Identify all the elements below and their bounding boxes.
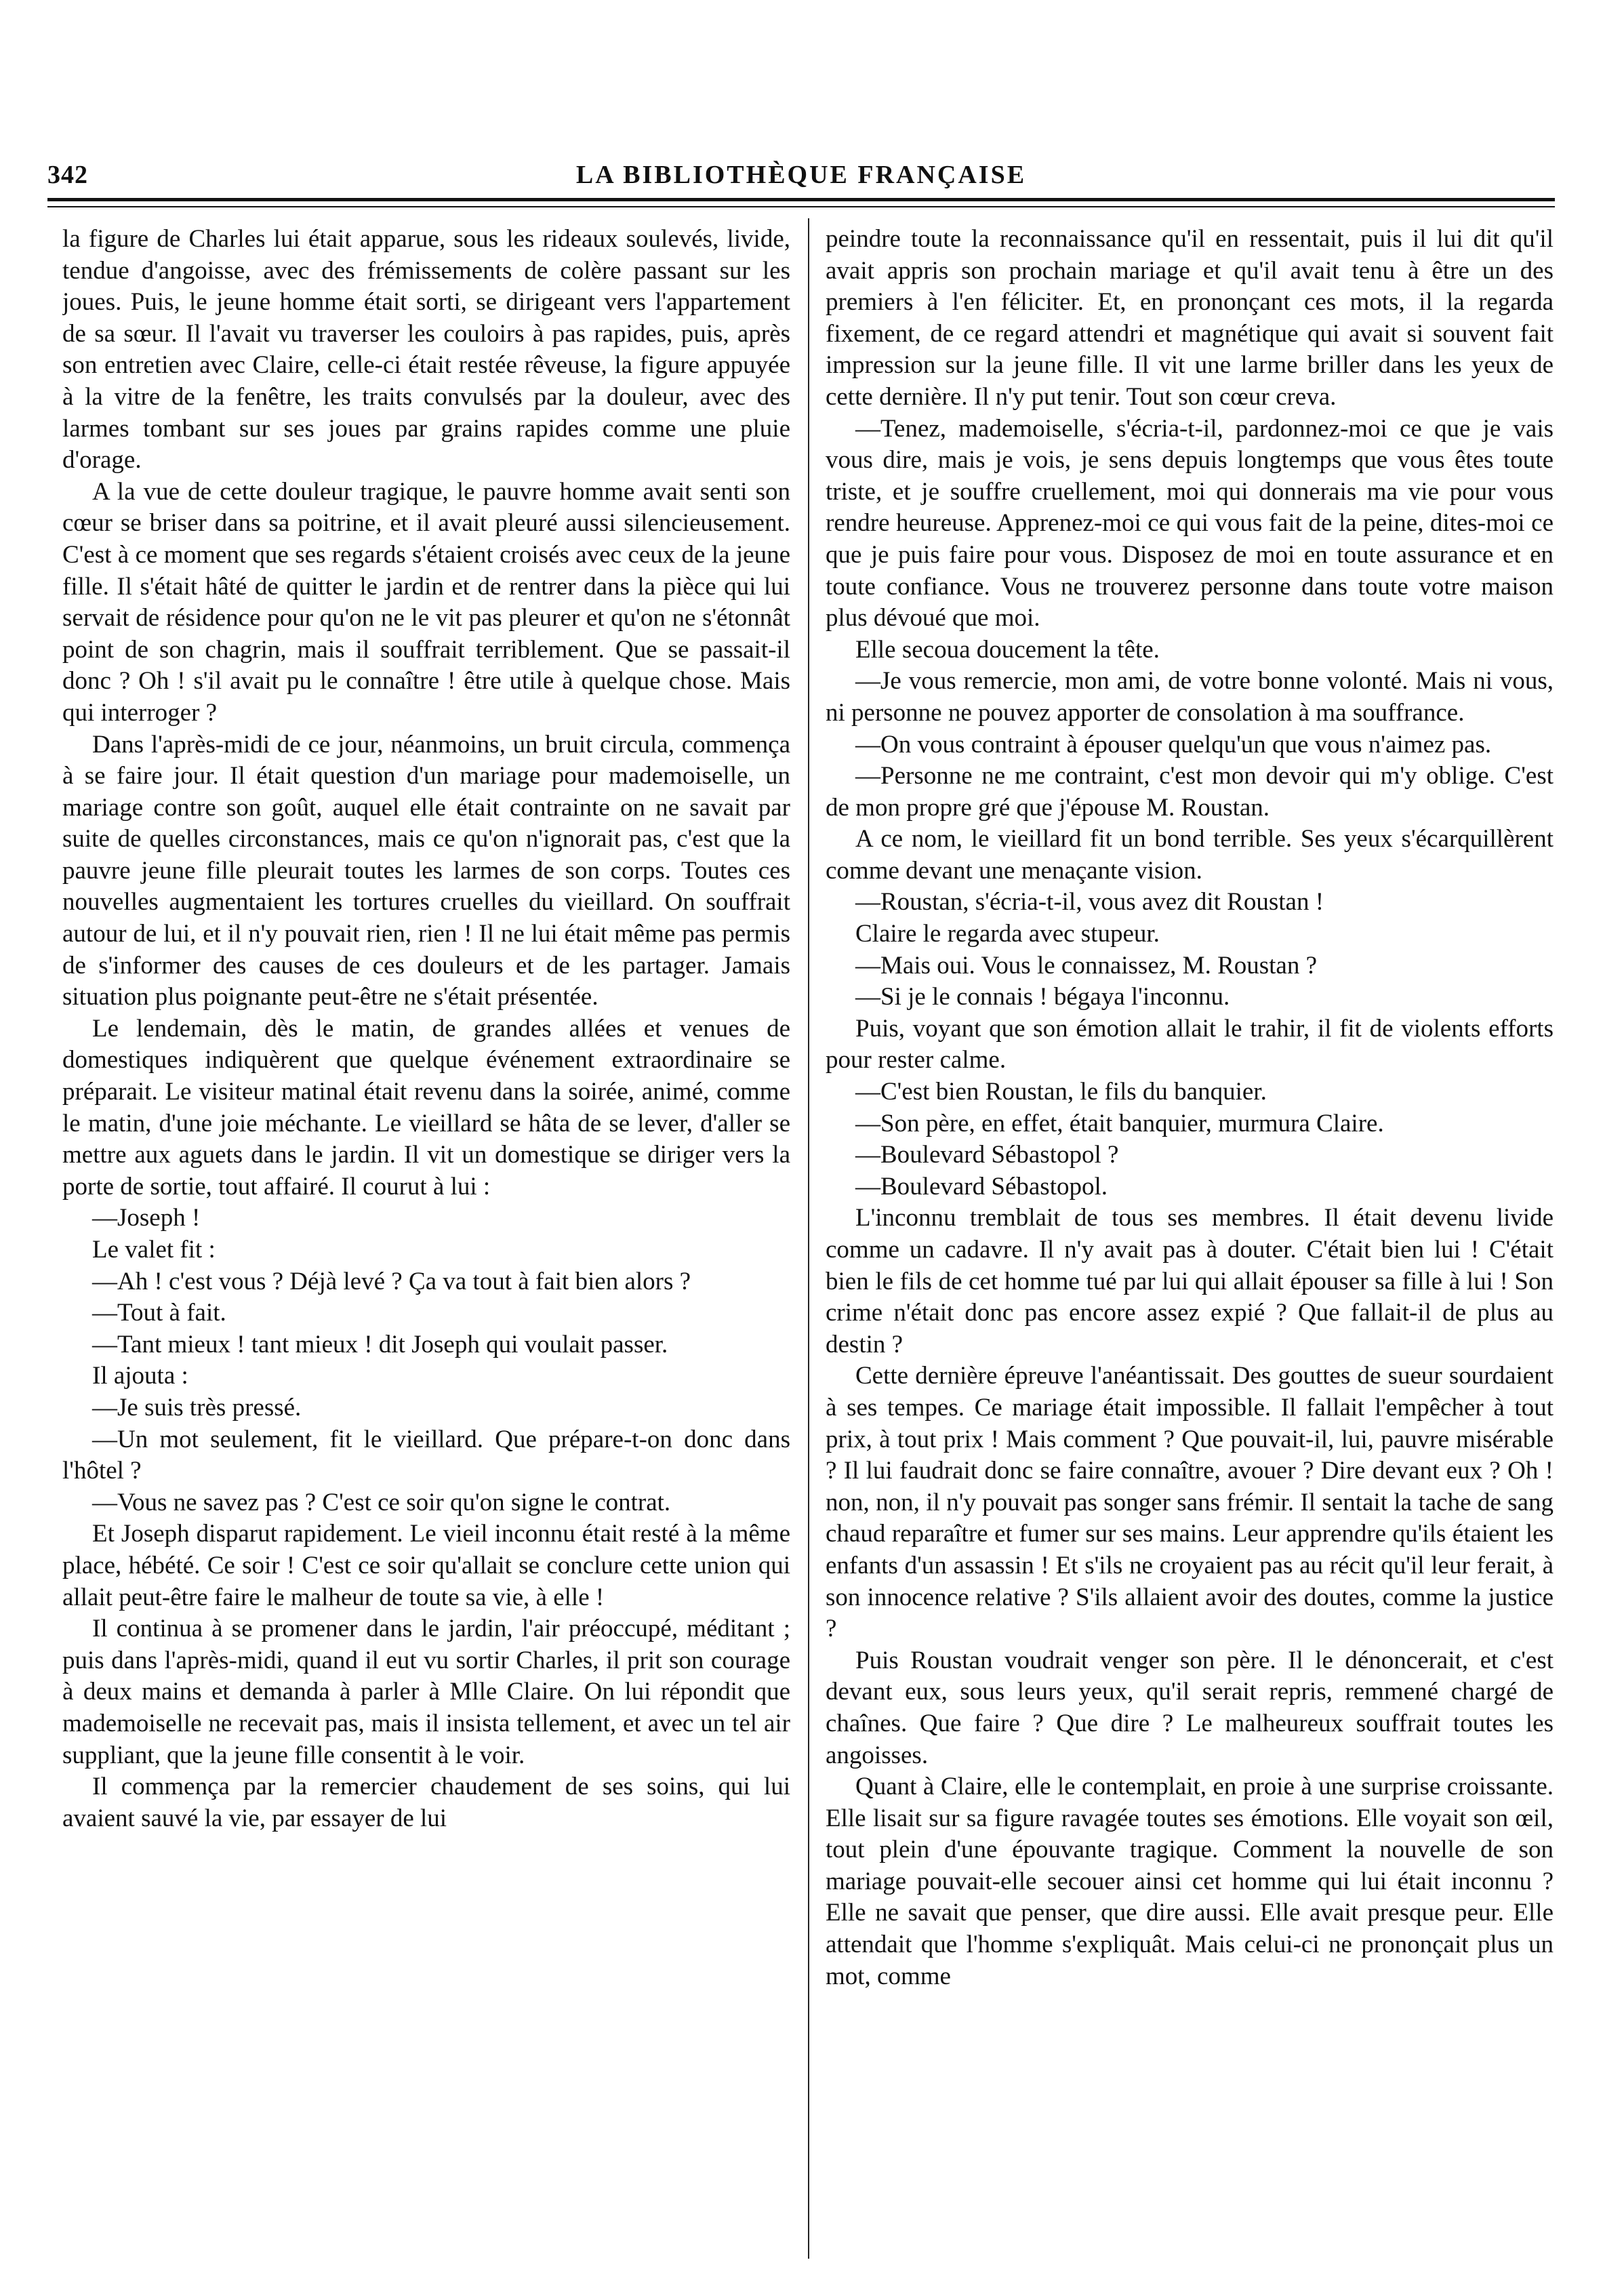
paragraph: A la vue de cette douleur tragique, le pauvre homme avait senti son cœur se briser dans sa poitrine, et il avait pleuré aussi silencieusement. C'est à ce moment que ses regards s'étaient croisés avec ceux de la jeune fille. Il s'était hâté de quitter le jardin et de rentrer dans la pièce qui lui servait de résidence pour qu'on ne le vit pas pleurer et qu'on ne s'étonnât point de son chagrin, mais il souffrait terriblement. Que se passait-il donc ? Oh ! s'il avait pu le connaître ! être utile à quelque chose. Mais qui interroger ? bbox=[62, 477, 790, 727]
paragraph: —Boulevard Sébastopol ? bbox=[855, 1141, 1119, 1169]
paragraph: —Un mot seulement, fit le vieillard. Que prépare-t-on donc dans l'hôtel ? bbox=[62, 1425, 790, 1485]
paragraph: Il ajouta : bbox=[92, 1362, 188, 1390]
paragraph: A ce nom, le vieillard fit un bond terrible. Ses yeux s'écarquillèrent comme devant une menaçante vision. bbox=[826, 825, 1554, 885]
paragraph: Dans l'après-midi de ce jour, néanmoins, un bruit circula, commença à se faire jour. Il était question d'un mariage pour mademoiselle, un mariage contre son goût, auquel elle était contrainte on ne savait par suite de quelles circonstances, mais ce qu'on n'ignorait pas, c'est que la pauvre jeune fille pleurait toutes les larmes de son corps. Toutes ces nouvelles augmentaient les tortures cruelles du vieillard. On souffrait autour de lui, et il n'y pouvait rien, rien ! Il ne lui était même pas permis de s'informer des causes de ces douleurs et de les partager. Jamais situation plus poignante peut-être ne s'était présentée. bbox=[62, 730, 790, 1011]
paragraph: Cette dernière épreuve l'anéantissait. Des gouttes de sueur sourdaient à ses tempes. Ce mariage était impossible. Il fallait l'empêcher à tout prix, à tout prix ! Mais comment ? Que pouvait-il, lui, pauvre misérable ? Il lui faudrait donc se faire connaître, avouer ? Dire devant eux ? Oh ! non, non, il n'y pouvait pas songer sans frémir. Il sentait la tache de sang chaud reparaître et fumer sur ses mains. Leur apprendre qu'ils étaient les enfants d'un assassin ! Et s'ils ne croyaient pas au récit qu'il leur ferait, à son innocence relative ? S'ils allaient avoir des doutes, comme la justice ? bbox=[826, 1362, 1554, 1643]
right-column bbox=[826, 224, 1554, 2251]
page-header bbox=[47, 160, 1555, 193]
paragraph: —Tant mieux ! tant mieux ! dit Joseph qui voulait passer. bbox=[92, 1330, 668, 1358]
paragraph: —Personne ne me contraint, c'est mon devoir qui m'y oblige. C'est de mon propre gré que j'épouse M. Roustan. bbox=[826, 762, 1554, 822]
paragraph: Elle secoua doucement la tête. bbox=[855, 635, 1160, 664]
paragraph: —Ah ! c'est vous ? Déjà levé ? Ça va tout à fait bien alors ? bbox=[92, 1267, 691, 1295]
paragraph: —Tout à fait. bbox=[92, 1299, 226, 1327]
paragraph: —Je suis très pressé. bbox=[92, 1393, 302, 1422]
column-divider bbox=[808, 218, 809, 2259]
paragraph: —C'est bien Roustan, le fils du banquier. bbox=[855, 1078, 1267, 1106]
paragraph: Puis Roustan voudrait venger son père. Il le dénoncerait, et c'est devant eux, sous leurs yeux, qu'il serait repris, remmené chargé de chaînes. Que faire ? Que dire ? Le malheureux souffrait toutes les angoisses. bbox=[826, 1646, 1554, 1769]
paragraph: —On vous contraint à épouser quelqu'un que vous n'aimez pas. bbox=[855, 730, 1492, 759]
paragraph: —Son père, en effet, était banquier, murmura Claire. bbox=[855, 1109, 1384, 1137]
paragraph: Il commença par la remercier chaudement de ses soins, qui lui avaient sauvé la vie, par essayer de lui bbox=[62, 1773, 790, 1832]
running-title: LA BIBLIOTHÈQUE FRANÇAISE bbox=[575, 161, 1027, 189]
paragraph: —Vous ne savez pas ? C'est ce soir qu'on signe le contrat. bbox=[92, 1488, 671, 1516]
paragraph: —Roustan, s'écria-t-il, vous avez dit Roustan ! bbox=[855, 888, 1324, 916]
paragraph: L'inconnu tremblait de tous ses membres. Il était devenu livide comme un cadavre. Il n'y avait pas à douter. C'était bien lui ! C'était bien le fils de cet homme tué par lui qui allait épouser sa fille à lui ! Son crime n'était donc pas encore assez expié ? Que fallait-il de plus au destin ? bbox=[826, 1204, 1554, 1358]
paragraph: Le lendemain, dès le matin, de grandes allées et venues de domestiques indiquèrent que quelque événement extraordinaire se préparait. Le visiteur matinal était revenu dans la soirée, animé, comme le matin, d'une joie méchante. Le vieillard se hâta de se lever, d'aller se mettre aux aguets dans le jardin. Il vit un domestique se diriger vers la porte de sortie, tout affairé. Il courut à lui : bbox=[62, 1014, 790, 1201]
page-number: 342 bbox=[47, 161, 88, 189]
header-rule-thin bbox=[47, 206, 1555, 207]
paragraph: Quant à Claire, elle le contemplait, en proie à une surprise croissante. Elle lisait sur sa figure ravagée toutes ses émotions. Elle voyait son œil, tout plein d'une épouvante tragique. Comment la nouvelle de son mariage pouvait-elle secouer ainsi cet homme qui lui était inconnu ? Elle ne savait que penser, que dire aussi. Elle avait presque peur. Elle attendait que l'homme s'expliquât. Mais celui-ci ne prononçait plus un mot, comme bbox=[826, 1773, 1554, 1990]
paragraph: Et Joseph disparut rapidement. Le vieil inconnu était resté à la même place, hébété. Ce soir ! C'est ce soir qu'allait se conclure cette union qui allait peut-être faire le malheur de toute sa vie, à elle ! bbox=[62, 1520, 790, 1611]
header-rule-thick bbox=[47, 198, 1555, 201]
left-column bbox=[62, 224, 790, 2251]
paragraph: —Si je le connais ! bégaya l'inconnu. bbox=[855, 983, 1230, 1011]
paragraph: —Joseph ! bbox=[92, 1204, 201, 1232]
paragraph: la figure de Charles lui était apparue, sous les rideaux soulevés, livide, tendue d'angoisse, avec des frémissements de colère passant sur les joues. Puis, le jeune homme était sorti, se dirigeant vers l'appartement de sa sœur. Il l'avait vu traverser les couloirs à pas rapides, puis, après son entretien avec Claire, celle-ci était restée rêveuse, la figure appuyée à la vitre de la fenêtre, les traits convulsés par la douleur, avec des larmes tombant sur ses joues par grains rapides comme une pluie d'orage. bbox=[62, 225, 790, 475]
paragraph: —Tenez, mademoiselle, s'écria-t-il, pardonnez-moi ce que je vais vous dire, mais je vois, je sens depuis longtemps que vous êtes toute triste, et je souffre cruellement, moi qui donnerais ma vie pour vous rendre heureuse. Apprenez-moi ce qui vous fait de la peine, dites-moi ce que je puis faire pour vous. Disposez de moi en toute assurance et en toute confiance. Vous ne trouverez personne dans toute votre maison plus dévoué que moi. bbox=[826, 414, 1554, 632]
paragraph: Puis, voyant que son émotion allait le trahir, il fit de violents efforts pour rester calme. bbox=[826, 1014, 1554, 1074]
paragraph: —Mais oui. Vous le connaissez, M. Roustan ? bbox=[855, 951, 1318, 980]
paragraph: Le valet fit : bbox=[92, 1236, 216, 1264]
paragraph: peindre toute la reconnaissance qu'il en ressentait, puis il lui dit qu'il avait appris son prochain mariage et qu'il avait tenu à être un des premiers à l'en féliciter. Et, en prononçant ces mots, il la regarda fixement, de ce regard attendri et magnétique qui avait si souvent fait impression sur la jeune fille. Il vit une larme briller dans les yeux de cette dernière. Il n'y put tenir. Tout son cœur creva. bbox=[826, 225, 1554, 411]
paragraph: —Je vous remercie, mon ami, de votre bonne volonté. Mais ni vous, ni personne ne pouvez apporter de consolation à ma souffrance. bbox=[826, 667, 1554, 727]
paragraph: Il continua à se promener dans le jardin, l'air préoccupé, méditant ; puis dans l'après-midi, quand il eut vu sortir Charles, il prit son courage à deux mains et demanda à parler à Mlle Claire. On lui répondit que mademoiselle ne recevait pas, mais il insista tellement, et avec un tel air suppliant, que la jeune fille consentit à le voir. bbox=[62, 1615, 790, 1769]
paragraph: —Boulevard Sébastopol. bbox=[855, 1172, 1108, 1201]
paragraph: Claire le regarda avec stupeur. bbox=[855, 920, 1160, 948]
